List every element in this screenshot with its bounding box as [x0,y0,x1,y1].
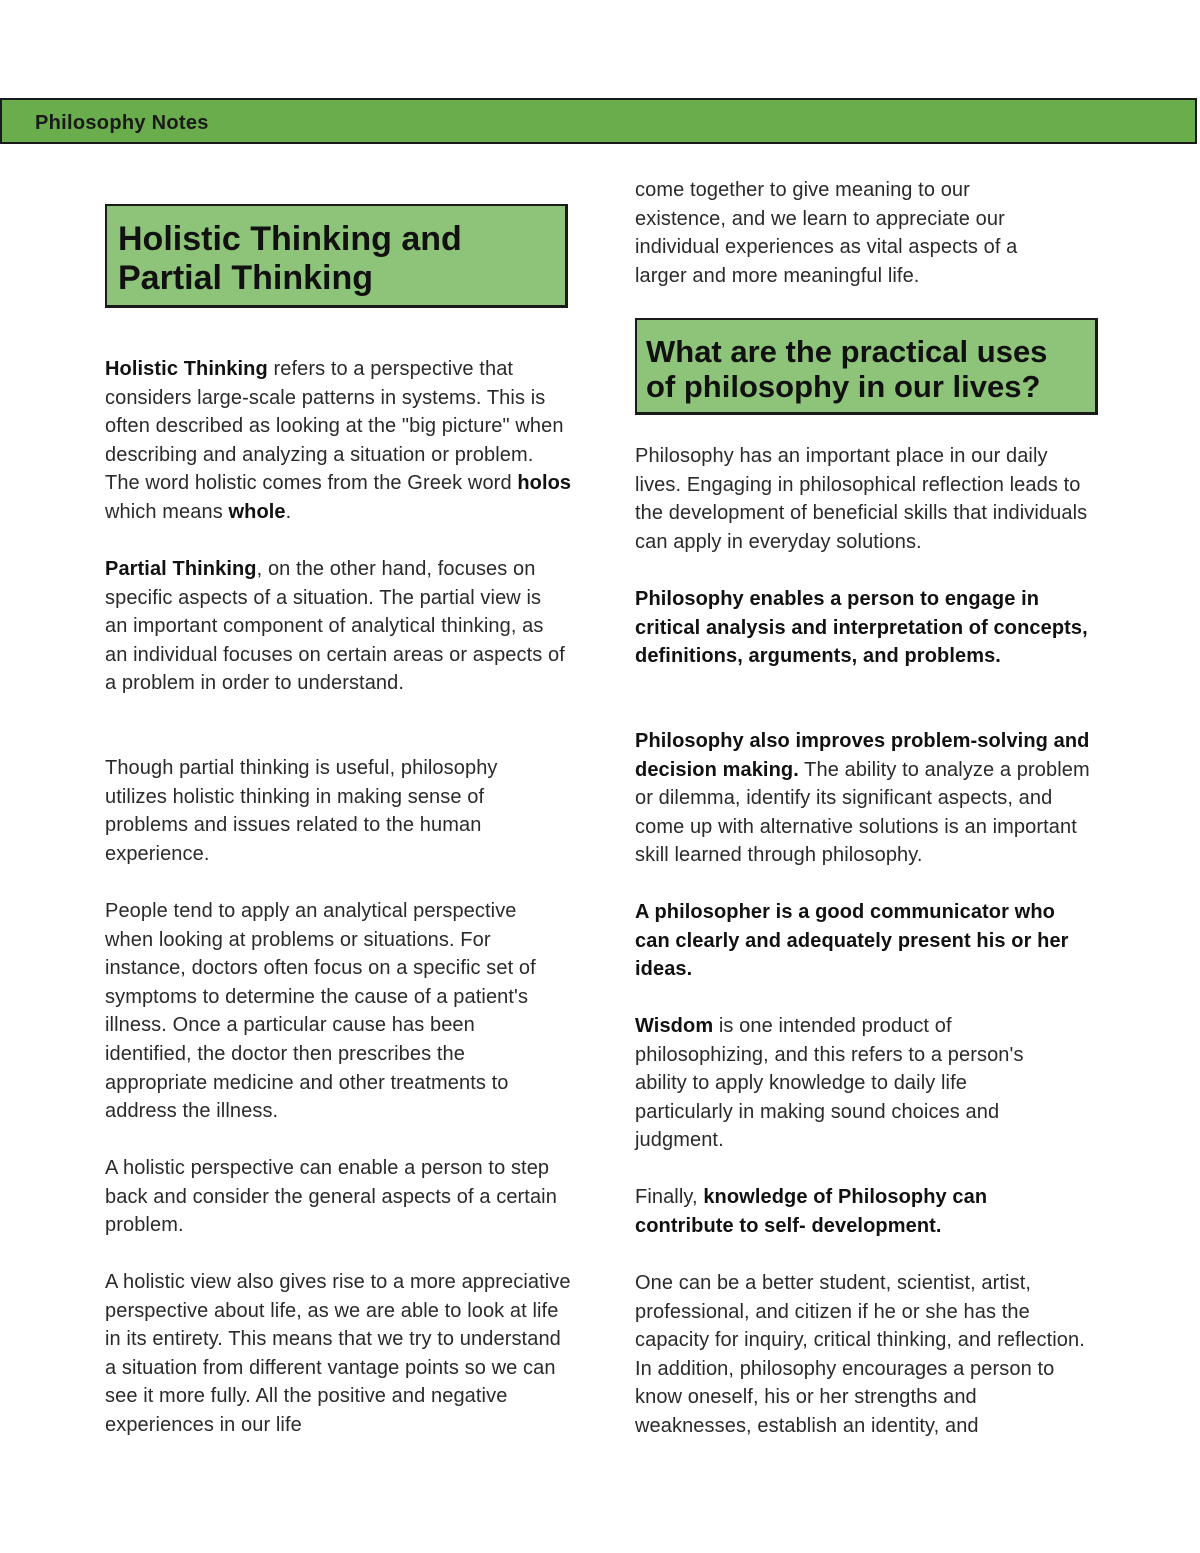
paragraph-holistic-thinking [105,355,573,527]
header-bar [0,98,1197,144]
heading-holistic-partial [118,220,565,298]
text-span: , on the other hand, focuses on specific aspects of a situation. The partial view is an important component of analytical thinking, as an individual focuses on certain areas or aspects of a problem in order to understand. [105,558,565,695]
term-holistic-thinking: Holistic Thinking [105,358,268,380]
paragraph-self-development [635,1183,1055,1240]
paragraph-partial-thinking [105,555,565,698]
heading-line-2: Partial Thinking [118,259,374,297]
paragraph-though-partial: Though partial thinking is useful, philosophy utilizes holistic thinking in making sense of problems and issues related to the human experience. [105,757,498,865]
paragraph-philosophy-daily: Philosophy has an important place in our daily lives. Engaging in philosophical reflection leads to the development of beneficial skills that individuals can apply in everyday solutions. [635,445,1088,553]
text-span: which means [105,500,229,523]
paragraph-communicator: A philosopher is a good communicator who can clearly and adequately present his or her ideas. [635,901,1069,981]
header-title: Philosophy Notes [35,112,209,134]
paragraph-continued: come together to give meaning to our existence, and we learn to appreciate our individual experiences as vital aspects of a larger and more meaningful life. [635,179,1018,287]
term-wisdom: Wisdom [635,1015,714,1037]
heading-line-1: What are the practical uses [646,334,1048,369]
paragraph-holistic-perspective: A holistic perspective can enable a person to step back and consider the general aspects of a certain problem. [105,1157,557,1237]
paragraph-holistic-view: A holistic view also gives rise to a more appreciative perspective about life, as we are able to look at life in its entirety. This means that we try to understand a situation from different vantage points so we can see it more fully. All the positive and negative experiences in our life [105,1271,571,1436]
term-partial-thinking: Partial Thinking [105,558,257,580]
bold-self-development: knowledge of Philosophy can contribute to self- development. [635,1186,988,1237]
term-holos: holos [517,472,572,495]
text-span: refers to a perspective that considers large-scale patterns in systems. This is often described as looking at the "big picture" when describing and analyzing a situation or problem. The word holistic comes from the Greek word [105,358,564,495]
text-span: . [285,500,292,523]
paragraph-wisdom [635,1012,1060,1155]
heading-practical-uses [646,334,1095,404]
paragraph-analytical-perspective: People tend to apply an analytical perspective when looking at problems or situations. For instance, doctors often focus on a specific set of symptoms to determine the cause of a patient's illness. Once a particular cause has been identified, the doctor then prescribes the appropriate medicine and other treatments to address the illness. [105,900,536,1123]
bold-problem-solving: Philosophy also improves problem-solving and decision making. [635,730,1090,781]
paragraph-problem-solving [635,727,1095,870]
heading-line-1: Holistic Thinking and [118,220,462,258]
paragraph-better-student: One can be a better student, scientist, artist, professional, and citizen if he or she has the capacity for inquiry, critical thinking, and reflection. In addition, philosophy encourages a person to know oneself, his or her strengths and weaknesses, establish an identity, and [635,1272,1085,1437]
heading-box-holistic [105,204,568,308]
term-whole: whole [228,500,286,523]
heading-box-practical-uses [635,318,1098,415]
text-span: is one intended product of philosophizing, and this refers to a person's ability to apply knowledge to daily life particularly in making sound choices and judgment. [635,1015,1024,1152]
paragraph-critical-analysis: Philosophy enables a person to engage in critical analysis and interpretation of concepts, definitions, arguments, and problems. [635,588,1088,668]
text-span: The ability to analyze a problem or dilemma, identify its significant aspects, and come up with alternative solutions is an important skill learned through philosophy. [635,758,1090,867]
heading-line-2: of philosophy in our lives? [646,369,1041,404]
text-span: Finally, [635,1186,704,1208]
